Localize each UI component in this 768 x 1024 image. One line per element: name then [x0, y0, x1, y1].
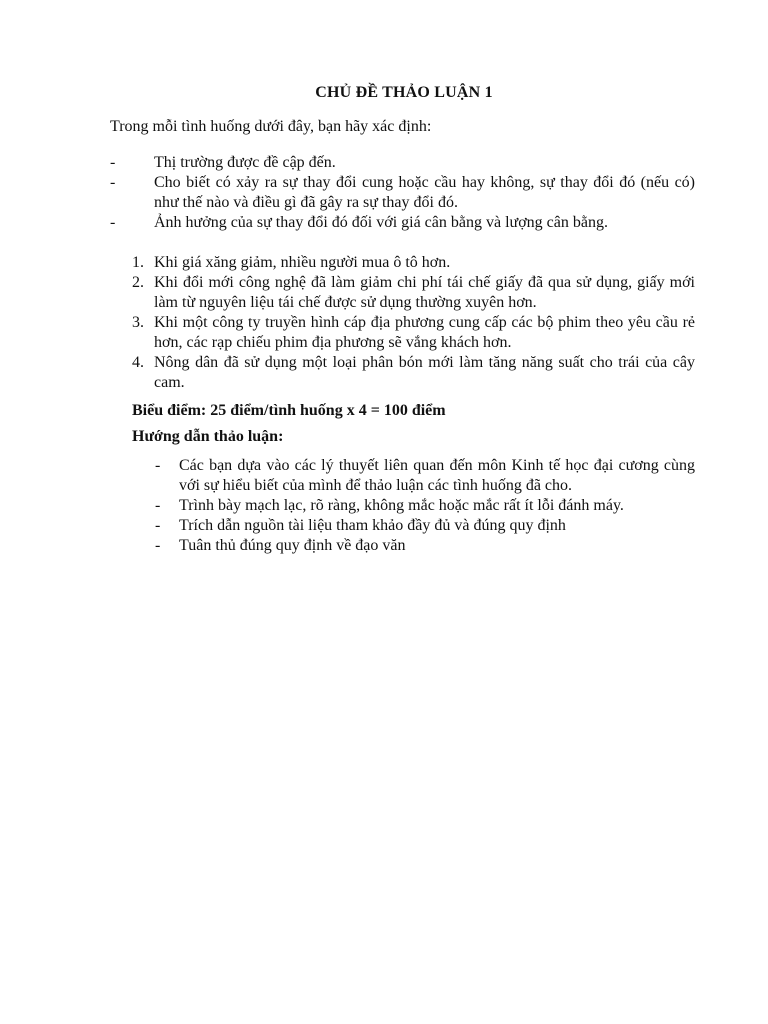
situation-text: Khi đổi mới công nghệ đã làm giảm chi phí tái chế giấy đã qua sử dụng, giấy mới làm từ nguyên liệu tái chế được sử dụng thường xuyên hơn.	[154, 274, 695, 311]
criteria-item	[110, 213, 695, 233]
criteria-text: Ảnh hưởng của sự thay đổi đó đối với giá cân bằng và lượng cân bằng.	[154, 214, 608, 231]
dash-bullet: -	[110, 154, 116, 171]
criteria-list	[110, 153, 695, 233]
situations-list	[132, 253, 695, 393]
situation-item	[132, 253, 695, 273]
guideline-item	[155, 536, 695, 556]
guideline-item	[155, 496, 695, 516]
situation-item	[132, 313, 695, 353]
dash-bullet: -	[155, 537, 161, 554]
guideline-text: Các bạn dựa vào các lý thuyết liên quan đến môn Kinh tế học đại cương cùng với sự hiểu biết của mình để thảo luận các tình huống đã cho.	[179, 457, 695, 494]
dash-bullet: -	[110, 214, 116, 231]
situation-text: Khi giá xăng giảm, nhiều người mua ô tô hơn.	[154, 254, 451, 271]
criteria-item	[110, 153, 695, 173]
guideline-item	[155, 456, 695, 496]
dash-bullet: -	[155, 497, 161, 514]
situation-number: 3.	[132, 314, 144, 331]
situation-number: 1.	[132, 254, 144, 271]
situation-text: Nông dân đã sử dụng một loại phân bón mới làm tăng năng suất cho trái của cây cam.	[154, 354, 695, 391]
score-heading: Biểu điểm: 25 điểm/tình huống x 4 = 100 điểm	[132, 402, 446, 419]
situation-text: Khi một công ty truyền hình cáp địa phương cung cấp các bộ phim theo yêu cầu rẻ hơn, các rạp chiếu phim địa phương sẽ vắng khách hơn.	[154, 314, 695, 351]
situation-number: 2.	[132, 274, 144, 291]
dash-bullet: -	[155, 517, 161, 534]
intro-text: Trong mỗi tình huống dưới đây, bạn hãy xác định:	[110, 118, 432, 135]
guideline-text: Trích dẫn nguồn tài liệu tham khảo đầy đủ và đúng quy định	[179, 517, 566, 534]
guideline-item	[155, 516, 695, 536]
situation-item	[132, 273, 695, 313]
guidelines-list	[155, 456, 695, 556]
guideline-text: Trình bày mạch lạc, rõ ràng, không mắc hoặc mắc rất ít lỗi đánh máy.	[179, 497, 624, 514]
criteria-item	[110, 173, 695, 213]
criteria-text: Thị trường được đề cập đến.	[154, 154, 336, 171]
document-title: CHỦ ĐỀ THẢO LUẬN 1	[315, 84, 493, 101]
guideline-text: Tuân thủ đúng quy định về đạo văn	[179, 537, 406, 554]
criteria-text: Cho biết có xảy ra sự thay đổi cung hoặc cầu hay không, sự thay đổi đó (nếu có) như thế nào và điều gì đã gây ra sự thay đổi đó.	[154, 174, 695, 211]
situation-number: 4.	[132, 354, 144, 371]
guide-heading: Hướng dẫn thảo luận:	[132, 428, 284, 445]
situation-item	[132, 353, 695, 393]
dash-bullet: -	[110, 174, 116, 191]
dash-bullet: -	[155, 457, 161, 474]
